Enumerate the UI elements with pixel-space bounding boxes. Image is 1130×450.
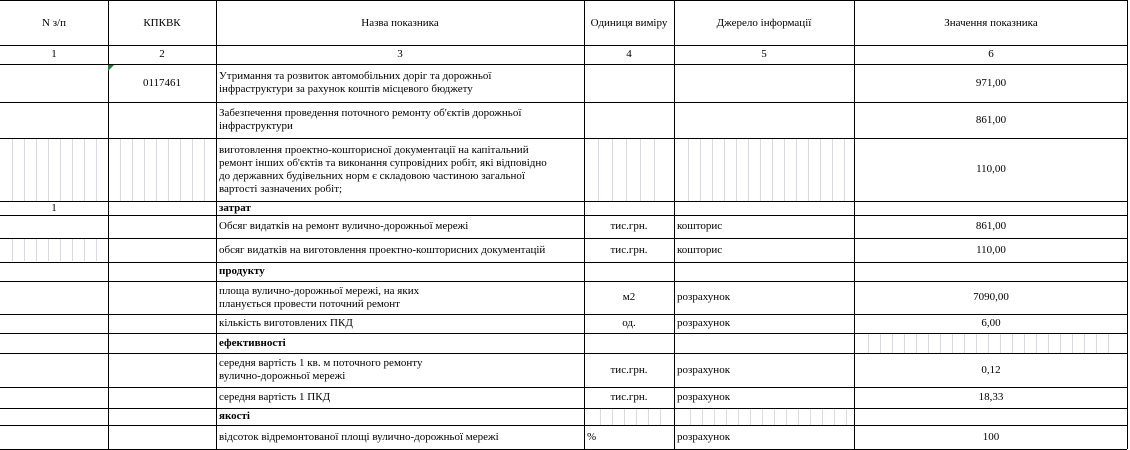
row5-value: 861,00 [975, 220, 1007, 232]
header-kpkvk: КПКВК [143, 16, 181, 29]
row12-name: середня вартість 1 ПКД [219, 391, 331, 403]
header-value: Значення показника [944, 16, 1038, 29]
section-efficiency: ефективності [219, 336, 286, 349]
row11-name: середня вартість 1 кв. м поточного ремонту вулично-дорожньої мережі [219, 357, 423, 382]
row3-name: виготовлення проектно-кошторисної документації на капітальний ремонт інших об'єктів та виконання супровідних робіт, які відповідно до державних будівельних норм є складовою частиною загальної вартості зазначених робіт; [219, 143, 547, 195]
row12-source: розрахунок [677, 391, 731, 403]
section-costs: затрат [219, 201, 251, 214]
row9-unit: од. [622, 317, 636, 329]
row6-name: обсяг видатків на виготовлення проектно-кошторисних документацій [219, 243, 546, 256]
row9-name: кількість виготовлених ПКД [219, 317, 353, 329]
row8-source: розрахунок [677, 291, 731, 303]
row6-value: 110,00 [976, 243, 1006, 256]
row14-name: відсоток відремонтованої площі вулично-дорожньої мережі [219, 430, 499, 443]
row3-value: 110,00 [976, 163, 1006, 175]
section-product: продукту [219, 265, 265, 277]
row14-unit: % [587, 430, 597, 443]
row11-value: 0,12 [981, 363, 1001, 376]
header-unit: Одиниця виміру [590, 16, 668, 29]
header-indicator-name: Назва показника [361, 16, 439, 29]
row14-source: розрахунок [677, 430, 731, 443]
row5-name: Обсяг видатків на ремонт вулично-дорожньої мережі [219, 220, 469, 232]
row12-unit: тис.грн. [610, 391, 648, 403]
row8-unit: м2 [622, 291, 636, 303]
colnum-2: 2 [159, 48, 165, 60]
row5-source: кошторис [677, 220, 723, 232]
row6-source: кошторис [677, 243, 723, 256]
row9-value: 6,00 [981, 317, 1001, 329]
colnum-6: 6 [988, 48, 994, 60]
row11-source: розрахунок [677, 363, 731, 376]
colnum-4: 4 [626, 48, 632, 60]
header-num: N з/п [42, 16, 66, 29]
row8-name: площа вулично-дорожньої мережі, на яких планується провести поточний ремонт [219, 284, 420, 310]
row2-value: 861,00 [975, 113, 1007, 126]
row1-kpkvk: 0117461 [142, 76, 182, 89]
row12-value: 18,33 [978, 391, 1004, 403]
row4-num: 1 [51, 201, 57, 214]
row14-value: 100 [982, 430, 1000, 443]
colnum-5: 5 [761, 48, 767, 60]
section-quality: якості [219, 410, 250, 422]
colnum-1: 1 [51, 48, 57, 60]
header-source: Джерело інформації [716, 16, 812, 29]
colnum-3: 3 [397, 48, 403, 60]
row6-unit: тис.грн. [610, 243, 648, 256]
row5-unit: тис.грн. [610, 220, 648, 232]
row2-name: Забезпечення проведення поточного ремонту об'єктів дорожньої інфраструктури [219, 107, 522, 132]
row9-source: розрахунок [677, 317, 731, 329]
row1-name: Утримання та розвиток автомобільних доріг та дорожньої інфраструктури за рахунок коштів місцевого бюджету [219, 70, 492, 95]
row8-value: 7090,00 [973, 291, 1009, 303]
row11-unit: тис.грн. [610, 363, 648, 376]
row1-value: 971,00 [975, 76, 1007, 89]
